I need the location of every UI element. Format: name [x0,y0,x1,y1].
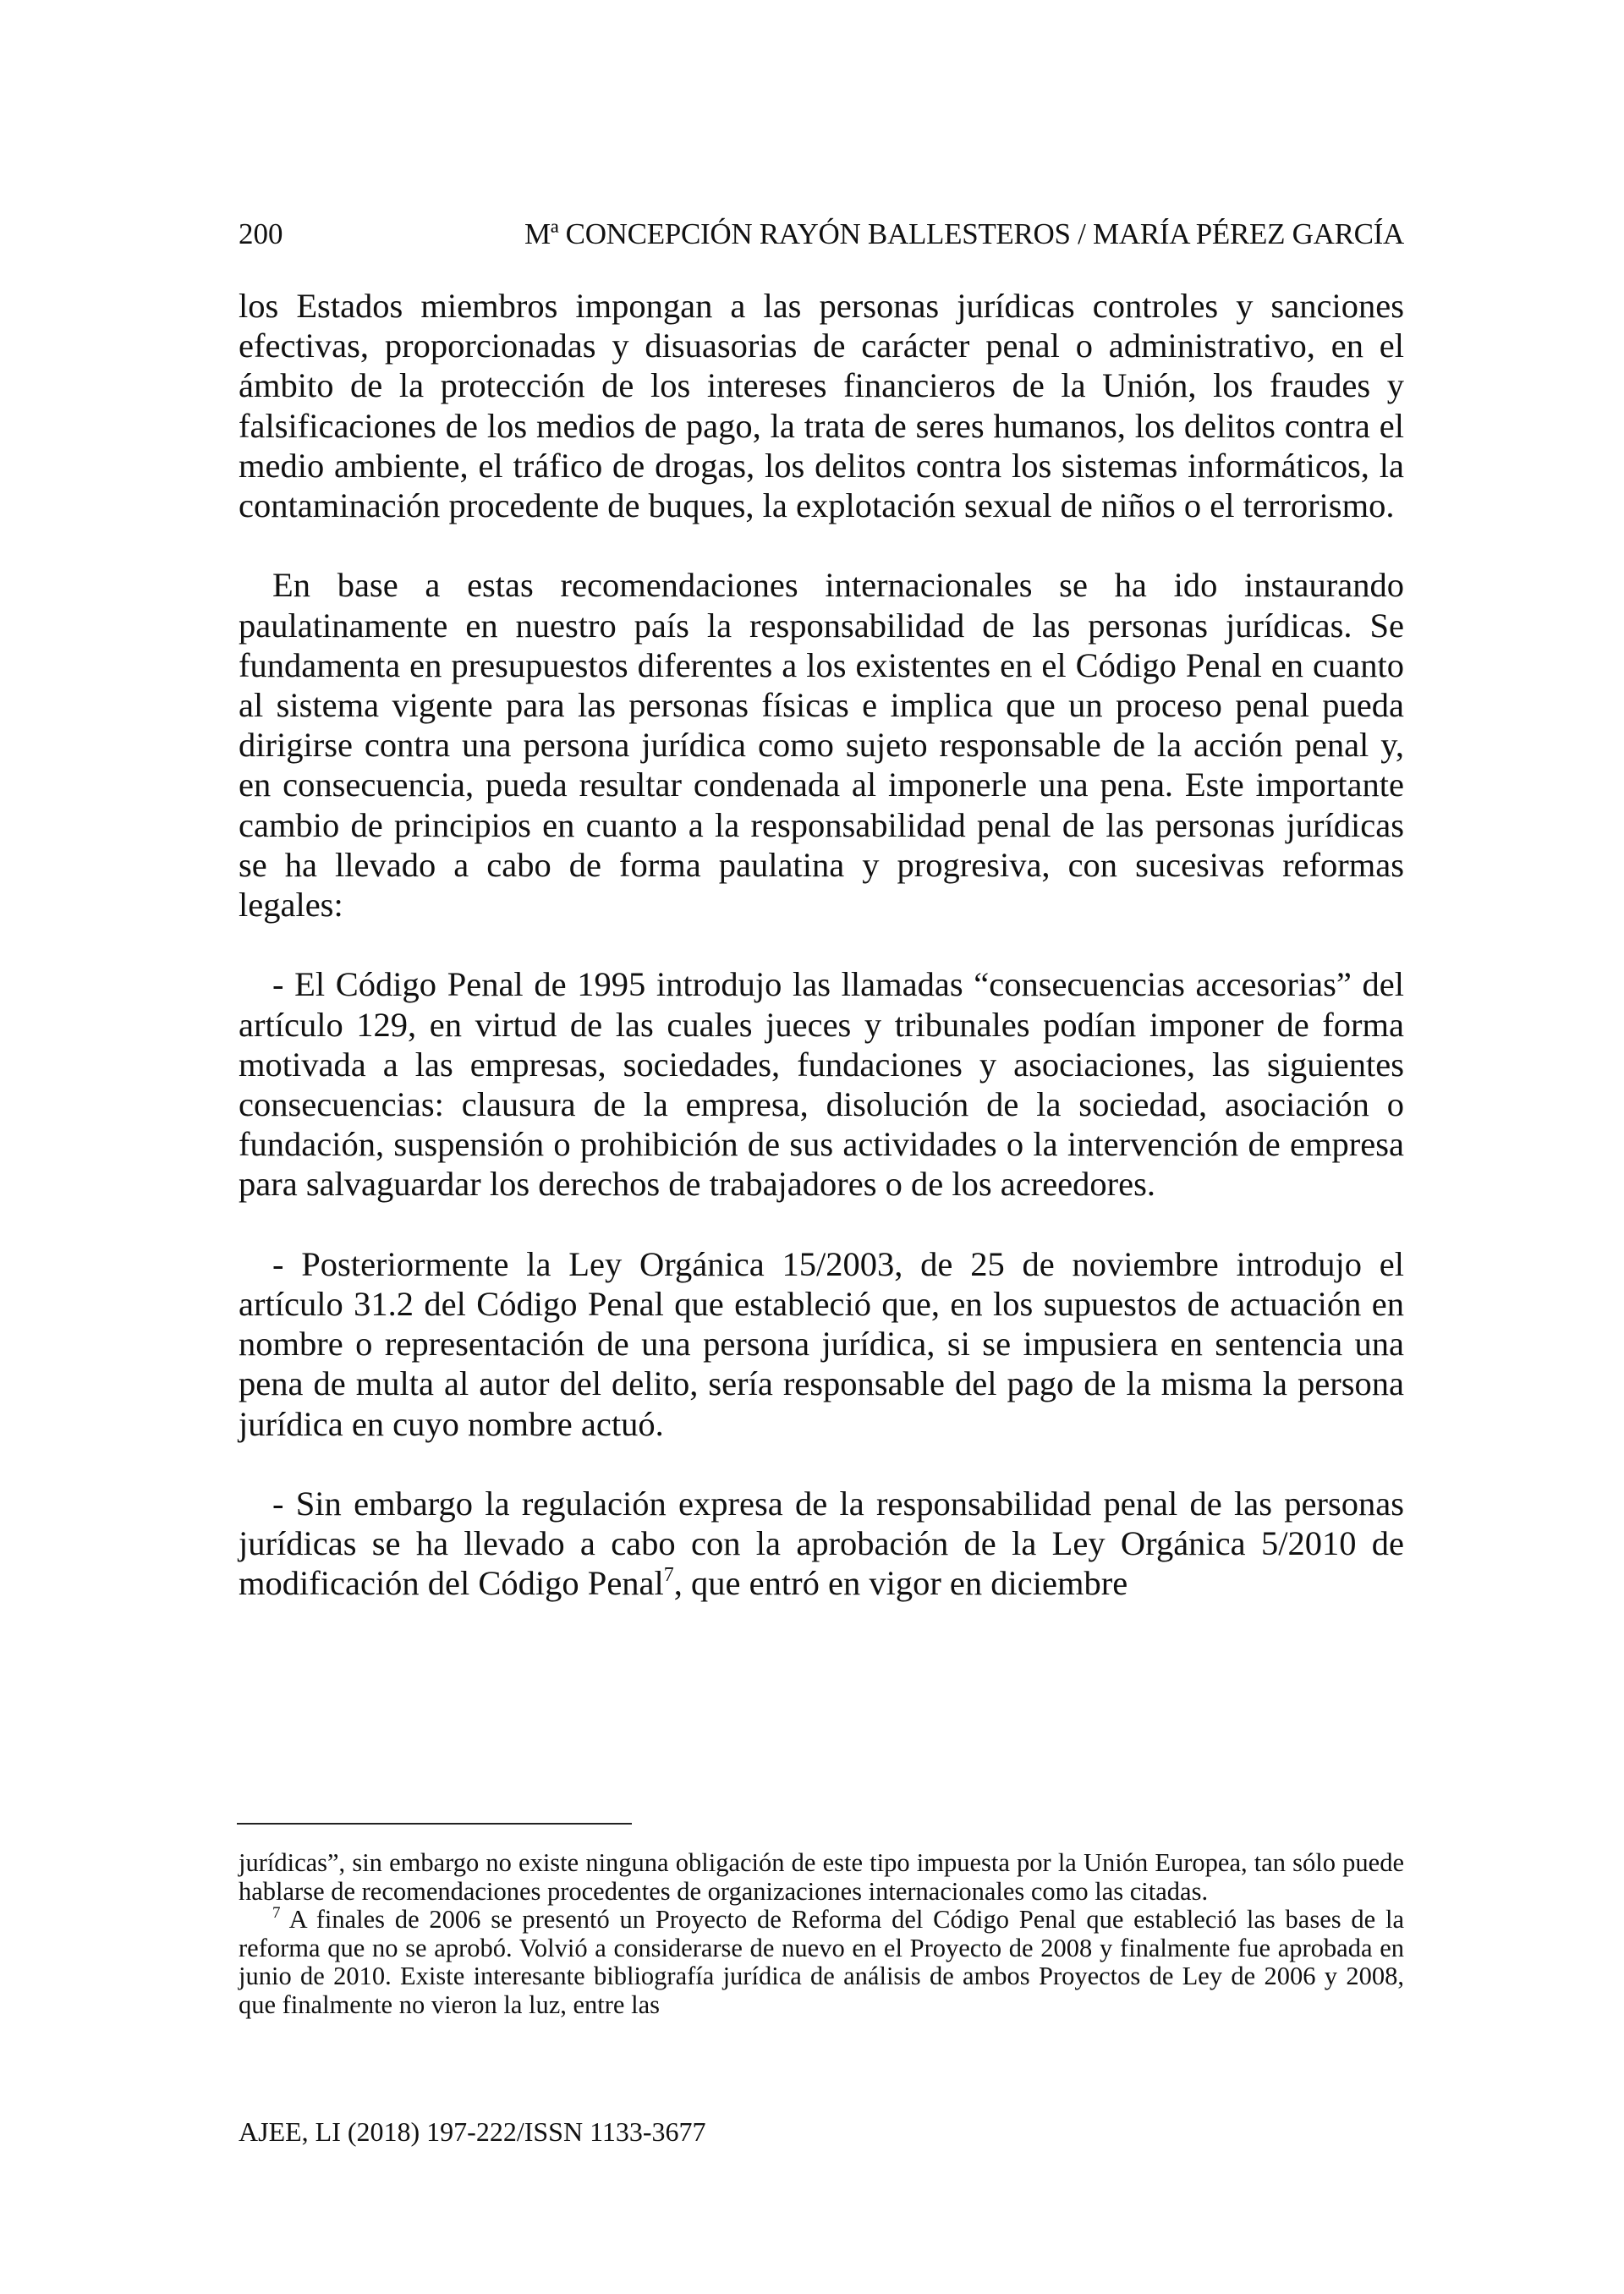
footnotes [239,1849,1404,2019]
footnote-reference-7[interactable]: 7 [663,1564,674,1587]
journal-citation-footer: AJEE, LI (2018) 197-222/ISSN 1133-3677 [239,2116,706,2147]
footnote-7 [239,1906,1404,2019]
paragraph-text-after-ref: , que entró en vigor en diciembre [673,1564,1128,1603]
paragraph-recommendations: En base a estas recomendaciones internacionales se ha ido instaurando paulatinamente en nuestro país la responsabilidad de las personas jurídicas. Se fundamenta en presupuestos diferentes a los existentes en el Código Penal en cuanto al sistema vigente para las personas físicas e implica que un proceso penal pueda dirigirse contra una persona jurídica como sujeto responsable de la acción penal y, en consecuencia, pueda resultar condenada al imponerle una pena. Este importante cambio de principios en cuanto a la responsabilidad penal de las personas jurídicas se ha llevado a cabo de forma paulatina y progresiva, con sucesivas reformas legales: [239,566,1404,925]
paragraph-text-before-ref: - Sin embargo la regulación expresa de la responsabilidad penal de las personas jurídicas se ha llevado a cabo con la aprobación de la Ley Orgánica 5/2010 de modificación del Código Penal [239,1485,1404,1603]
footnote-separator [237,1823,632,1825]
footnote-text: A finales de 2006 se presentó un Proyecto de Reforma del Código Penal que estableció las bases de la reforma que no se aprobó. Volvió a considerarse de nuevo en el Proyecto de 2008 y finalmente fue aprobada en junio de 2010. Existe interesante bibliografía jurídica de análisis de ambos Proyectos de Ley de 2006 y 2008, que finalmente no vieron la luz, entre las [239,1905,1404,2019]
body-text [239,286,1404,1604]
paragraph-continuation: los Estados miembros impongan a las personas jurídicas controles y sanciones efectivas, proporcionadas y disuasorias de carácter penal o administrativo, en el ámbito de la protección de los intereses financieros de la Unión, los fraudes y falsificaciones de los medios de pago, la trata de seres humanos, los delitos contra el medio ambiente, el tráfico de drogas, los delitos contra los sistemas informáticos, la contaminación procedente de buques, la explotación sexual de niños o el terrorismo. [239,287,1404,525]
paragraph-ley-organica-15-2003: - Posteriormente la Ley Orgánica 15/2003, de 25 de noviembre introdujo el artículo 31.2 del Código Penal que estableció que, en los supuestos de actuación en nombre o representación de una persona jurídica, si se impusiera en sentencia una pena de multa al autor del delito, sería responsable del pago de la misma la persona jurídica en cuyo nombre actuó. [239,1244,1404,1443]
running-head [239,213,1404,255]
footnote-number: 7 [272,1904,281,1922]
paragraph-codigo-penal-1995: - El Código Penal de 1995 introdujo las llamadas “consecuencias accesorias” del artículo 129, en virtud de las cuales jueces y tribunales podían imponer de forma motivada a las empresas, sociedades, fundaciones y asociaciones, las siguientes consecuencias: clausura de la empresa, disolución de la sociedad, asociación o fundación, suspensión o prohibición de sus actividades o la intervención de empresa para salvaguardar los derechos de trabajadores o de los acreedores. [239,965,1404,1204]
footnote-continuation: jurídicas”, sin embargo no existe ninguna obligación de este tipo impuesta por la Unión Europea, tan sólo puede hablarse de recomendaciones procedentes de organizaciones internacionales como las citadas. [239,1848,1404,1906]
page-number: 200 [239,217,283,250]
running-head-authors: Mª CONCEPCIÓN RAYÓN BALLESTEROS / MARÍA PÉREZ GARCÍA [524,217,1404,250]
paragraph-ley-organica-5-2010 [239,1484,1404,1604]
